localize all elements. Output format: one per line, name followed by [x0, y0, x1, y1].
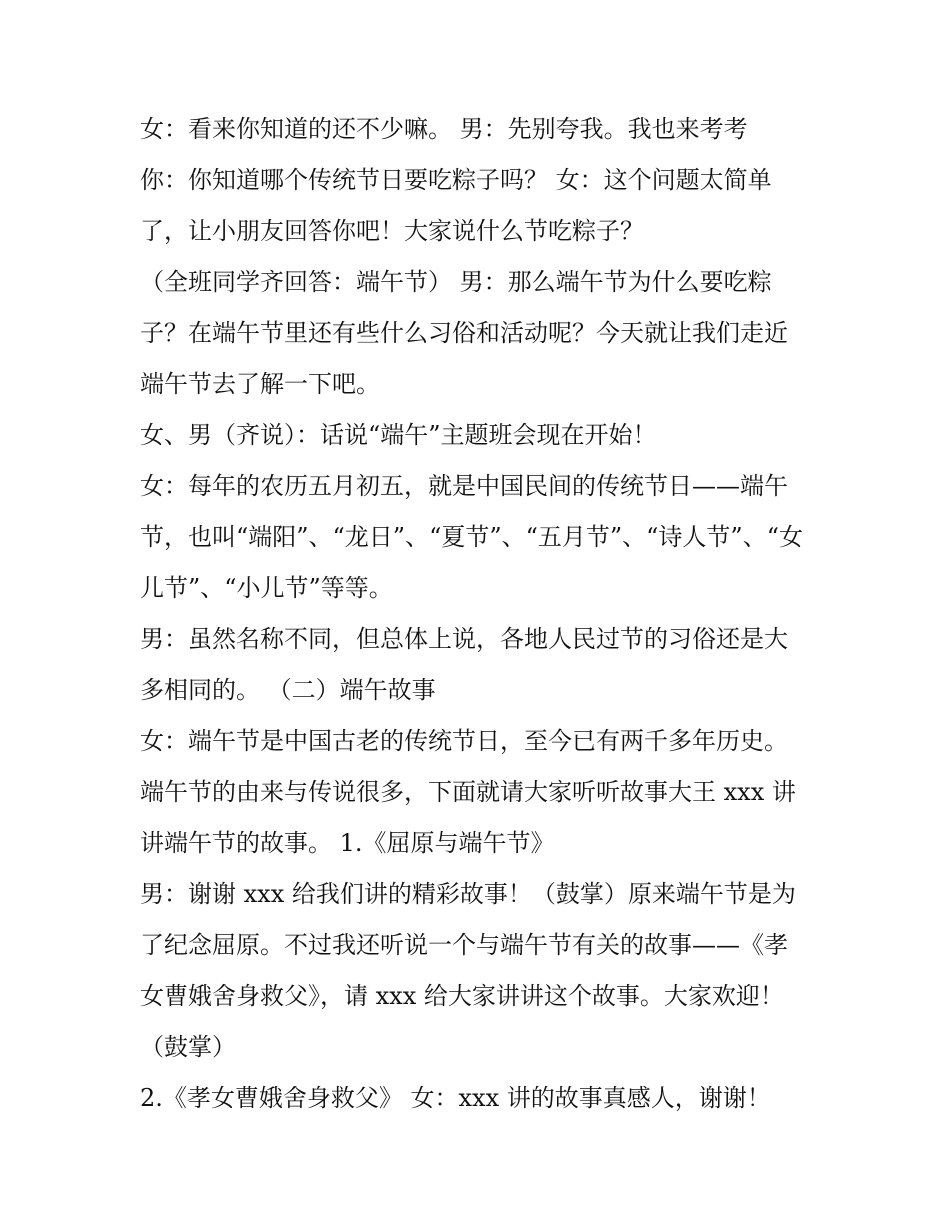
text-line: 女：端午节是中国古老的传统节日，至今已有两千多年历史。 [140, 727, 788, 755]
text-line: 了纪念屈原。不过我还听说一个与端午节有关的故事——《孝 [140, 931, 788, 959]
text-line: 节，也叫“端阳”、“龙日”、“夏节”、“五月节”、“诗人节”、“女 [140, 523, 803, 551]
text-line: 女：每年的农历五月初五，就是中国民间的传统节日——端午 [140, 472, 788, 500]
text-line: 端午节的由来与传说很多，下面就请大家听听故事大王 xxx 讲 [140, 778, 796, 806]
text-line: 女：看来你知道的还不少嘛。 男：先别夸我。我也来考考 [140, 115, 748, 143]
text-line: 2.《孝女曹娥舍身救父》 女：xxx 讲的故事真感人，谢谢！ [140, 1084, 771, 1112]
text-line: 男：谢谢 xxx 给我们讲的精彩故事！（鼓掌）原来端午节是为 [140, 880, 796, 908]
text-line: （全班同学齐回答：端午节） 男：那么端午节为什么要吃粽 [140, 268, 772, 296]
text-line: 多相同的。 （二）端午故事 [140, 676, 436, 704]
text-line: 你：你知道哪个传统节日要吃粽子吗？ 女：这个问题太简单 [140, 166, 772, 194]
text-line: 讲端午节的故事。 1.《屈原与端午节》 [140, 829, 555, 857]
text-line: 男：虽然名称不同，但总体上说，各地人民过节的习俗还是大 [140, 625, 788, 653]
text-line: 女、男（齐说）：话说“端午”主题班会现在开始！ [140, 421, 657, 449]
text-line: （鼓掌） [140, 1033, 236, 1061]
document-body [140, 104, 820, 1124]
text-line: 女曹娥舍身救父》，请 xxx 给大家讲讲这个故事。大家欢迎！ [140, 982, 784, 1010]
text-line: 了，让小朋友回答你吧！大家说什么节吃粽子？ [140, 217, 644, 245]
text-line: 子？在端午节里还有些什么习俗和活动呢？今天就让我们走近 [140, 319, 788, 347]
text-line: 端午节去了解一下吧。 [140, 370, 380, 398]
text-line: 儿节”、“小儿节”等等。 [140, 574, 393, 602]
